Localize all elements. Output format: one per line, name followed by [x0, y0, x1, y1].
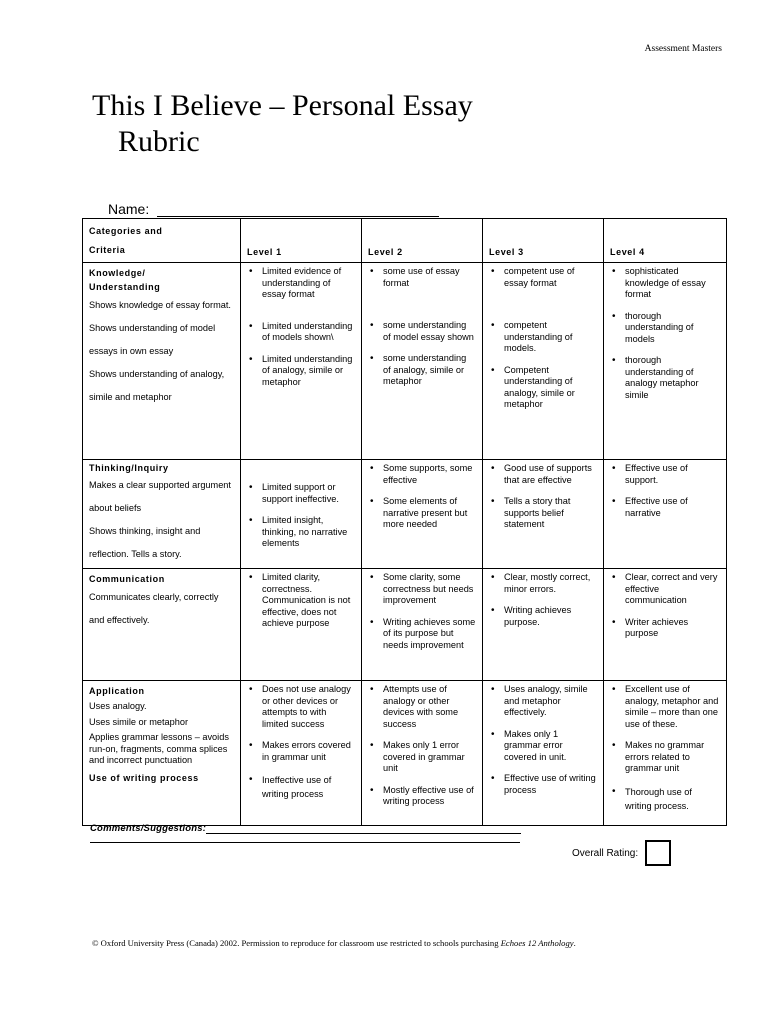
- level-cell: [483, 681, 604, 826]
- category-cell: [83, 263, 241, 460]
- level-cell: [362, 681, 483, 826]
- footer-book-title: Echoes 12 Anthology: [500, 938, 574, 948]
- name-field-row: [108, 201, 439, 217]
- list-item: • Competent understanding of analogy, simile or metaphor: [504, 365, 597, 411]
- level-cell: [604, 460, 727, 569]
- criterion: Applies grammar lessons – avoids run-on, fragments, comma splices and incorrect punctuation: [89, 732, 229, 765]
- header-level-3: Level 3: [483, 219, 604, 263]
- list-item: • Uses analogy, simile and metaphor effectively.: [504, 684, 597, 719]
- header-categories-line1: Categories and: [89, 226, 163, 236]
- list-item: • sophisticated knowledge of essay format: [625, 266, 720, 301]
- name-input-line[interactable]: [157, 202, 439, 217]
- list-item: • some use of essay format: [383, 266, 476, 289]
- footer-end: .: [573, 938, 576, 948]
- list-item: • Limited support or support ineffective.: [262, 482, 355, 505]
- header-assessment-label: Assessment Masters: [644, 44, 722, 54]
- table-row: [83, 263, 727, 460]
- list-item: • thorough understanding of analogy metaphor simile: [625, 355, 720, 401]
- level-cell: [241, 263, 362, 460]
- list-item: • Thorough use of writing process.: [625, 785, 720, 813]
- level-cell: [241, 681, 362, 826]
- list-item: • Good use of supports that are effective: [504, 463, 597, 486]
- name-label: Name:: [108, 201, 150, 217]
- level-cell: [604, 263, 727, 460]
- list-item: • Limited insight, thinking, no narrative elements: [262, 515, 355, 550]
- level-cell: [362, 460, 483, 569]
- criterion: Shows understanding of analogy, simile and metaphor: [89, 369, 225, 402]
- criterion: Shows understanding of model essays in own essay: [89, 323, 216, 356]
- overall-rating-box[interactable]: [645, 840, 671, 866]
- level-cell: [241, 460, 362, 569]
- level-cell: [362, 263, 483, 460]
- level-cell: [362, 569, 483, 681]
- level-cell: [483, 460, 604, 569]
- category-title: Thinking/Inquiry: [89, 463, 169, 473]
- list-item: • Writer achieves purpose: [625, 617, 720, 640]
- list-item: • Limited clarity, correctness. Communication is not effective, does not achieve purpose: [262, 572, 355, 630]
- list-item: • Ineffective use of writing process: [262, 773, 355, 801]
- list-item: • Does not use analogy or other devices or attempts to with limited success: [262, 684, 355, 730]
- list-item: • Effective use of narrative: [625, 496, 720, 519]
- category-title-writing-process: Use of writing process: [89, 772, 199, 783]
- list-item: • Excellent use of analogy, metaphor and simile – more than one use of these.: [625, 684, 720, 730]
- page-title: [92, 88, 473, 160]
- list-item: • Writing achieves some of its purpose but needs improvement: [383, 617, 476, 652]
- list-item: • Writing achieves purpose.: [504, 605, 597, 628]
- list-item: • Effective use of writing process: [504, 773, 597, 796]
- table-row: [83, 681, 727, 826]
- list-item: • Makes no grammar errors related to grammar unit: [625, 740, 720, 775]
- list-item: • Some elements of narrative present but more needed: [383, 496, 476, 531]
- level-cell: [483, 569, 604, 681]
- category-title: Communication: [89, 574, 165, 584]
- criterion: Makes a clear supported argument about beliefs: [89, 480, 231, 513]
- category-cell: [83, 460, 241, 569]
- list-item: • Tells a story that supports belief statement: [504, 496, 597, 531]
- level-cell: [604, 569, 727, 681]
- list-item: • some understanding of analogy, simile or metaphor: [383, 353, 476, 388]
- criterion: Communicates clearly, correctly and effectively.: [89, 592, 219, 625]
- header-level-2: Level 2: [362, 219, 483, 263]
- table-row: [83, 569, 727, 681]
- comments-input-line-2[interactable]: [90, 842, 520, 843]
- list-item: • Mostly effective use of writing process: [383, 785, 476, 808]
- category-title: Application: [89, 686, 145, 696]
- title-line-2: Rubric: [118, 125, 200, 158]
- copyright-footer: [92, 938, 576, 948]
- list-item: • competent understanding of models.: [504, 320, 597, 355]
- level-cell: [483, 263, 604, 460]
- rubric-table: [82, 218, 727, 826]
- level-cell: [604, 681, 727, 826]
- list-item: • Clear, correct and very effective communication: [625, 572, 720, 607]
- comments-input-line[interactable]: [206, 823, 521, 834]
- list-item: • Some clarity, some correctness but needs improvement: [383, 572, 476, 607]
- overall-rating-label: Overall Rating:: [572, 848, 639, 859]
- table-row: [83, 460, 727, 569]
- comments-label: Comments/Suggestions:: [90, 823, 207, 834]
- header-categories: [83, 219, 241, 263]
- category-cell: [83, 569, 241, 681]
- table-header-row: [83, 219, 727, 263]
- list-item: • Attempts use of analogy or other devices with some success: [383, 684, 476, 730]
- comments-row: [90, 823, 521, 834]
- criterion: Uses simile or metaphor: [89, 717, 189, 727]
- list-item: • Makes errors covered in grammar unit: [262, 740, 355, 763]
- criterion: Shows knowledge of essay format.: [89, 300, 231, 310]
- list-item: • Some supports, some effective: [383, 463, 476, 486]
- level-cell: [241, 569, 362, 681]
- criterion: Uses analogy.: [89, 701, 147, 711]
- list-item: • Limited understanding of analogy, simile or metaphor: [262, 354, 355, 389]
- header-level-4: Level 4: [604, 219, 727, 263]
- list-item: • Clear, mostly correct, minor errors.: [504, 572, 597, 595]
- list-item: • Effective use of support.: [625, 463, 720, 486]
- list-item: • thorough understanding of models: [625, 311, 720, 346]
- list-item: • Makes only 1 error covered in grammar unit: [383, 740, 476, 775]
- list-item: • Limited evidence of understanding of essay format: [262, 266, 355, 301]
- criterion: Shows thinking, insight and reflection. Tells a story.: [89, 526, 201, 559]
- header-level-1: Level 1: [241, 219, 362, 263]
- list-item: • Limited understanding of models shown\: [262, 321, 355, 344]
- category-title: Knowledge/ Understanding: [89, 268, 161, 292]
- header-categories-line2: Criteria: [89, 245, 126, 255]
- title-line-1: This I Believe – Personal Essay: [92, 89, 473, 122]
- list-item: • Makes only 1 grammar error covered in unit.: [504, 729, 597, 764]
- footer-text: © Oxford University Press (Canada) 2002. Permission to reproduce for classroom use restricted to schools purchasing: [92, 938, 501, 948]
- list-item: • some understanding of model essay shown: [383, 320, 476, 343]
- category-cell: [83, 681, 241, 826]
- list-item: • competent use of essay format: [504, 266, 597, 289]
